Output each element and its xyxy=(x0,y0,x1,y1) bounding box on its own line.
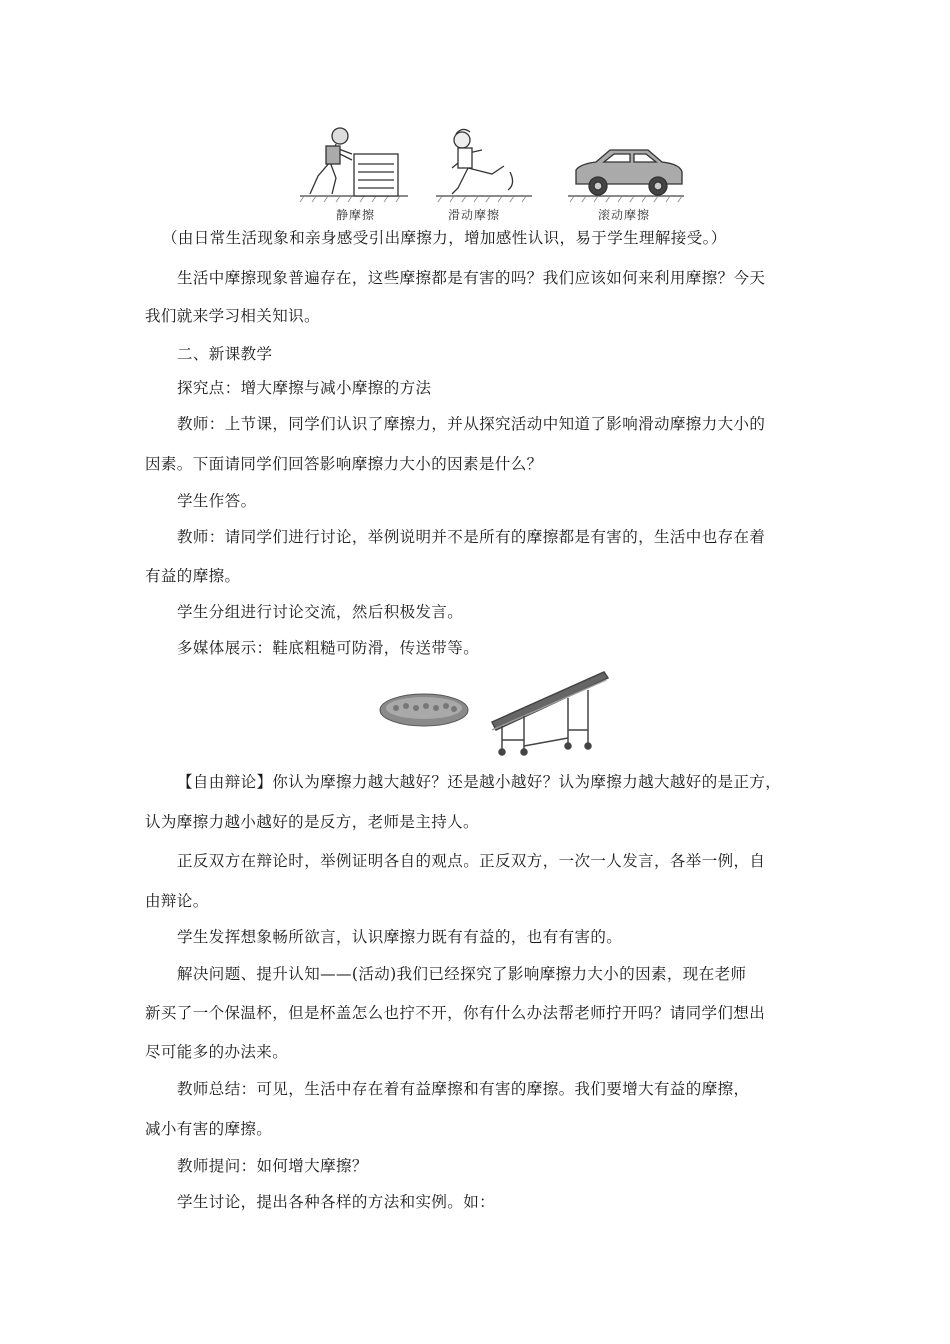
paragraph-line: 因素。下面请同学们回答影响摩擦力大小的因素是什么？ xyxy=(145,455,543,473)
paragraph-line: 正反双方在辩论时，举例证明各自的观点。正反双方，一次一人发言，各举一例，自 xyxy=(177,852,766,870)
paragraph-line: 教师提问：如何增大摩擦？ xyxy=(177,1157,368,1175)
paragraph-line: 认为摩擦力越小越好的是反方，老师是主持人。 xyxy=(145,813,479,831)
paragraph-line: 多媒体展示：鞋底粗糙可防滑，传送带等。 xyxy=(177,639,480,657)
paragraph-line: 学生发挥想象畅所欲言，认识摩擦力既有有益的，也有有害的。 xyxy=(177,928,623,946)
car-icon xyxy=(576,150,682,195)
caption-rolling-friction: 滚动摩擦 xyxy=(598,208,651,222)
caption-sliding-friction: 滑动摩擦 xyxy=(448,208,501,222)
caption-static-friction: 静摩擦 xyxy=(336,208,376,222)
paragraph-line: 生活中摩擦现象普遍存在，这些摩擦都是有害的吗？我们应该如何来利用摩擦？今天 xyxy=(177,269,766,287)
conveyor-belt-icon xyxy=(492,672,608,755)
paragraph-intro-note: （由日常生活现象和亲身感受引出摩擦力，增加感性认识，易于学生理解接受。） xyxy=(162,229,727,247)
paragraph-line: 由辩论。 xyxy=(145,892,209,910)
box-icon xyxy=(354,154,398,196)
paragraph-line: 学生讨论，提出各种各样的方法和实例。如： xyxy=(177,1193,496,1211)
paragraph-line: 【自由辩论】你认为摩擦力越大越好？还是越小越好？认为摩擦力越大越好的是正方， xyxy=(177,773,782,791)
pushing-boy-icon xyxy=(310,128,352,194)
paragraph-line: 学生分组进行讨论交流，然后积极发言。 xyxy=(177,603,464,621)
paragraph-line: 减小有害的摩擦。 xyxy=(145,1120,273,1138)
shoe-and-conveyor-figure xyxy=(378,664,610,760)
paragraph-line: 尽可能多的办法来。 xyxy=(145,1043,289,1061)
shoe-sole-icon xyxy=(380,694,468,726)
friction-illustrations xyxy=(296,118,688,204)
paragraph-line: 探究点：增大摩擦与减小摩擦的方法 xyxy=(177,379,432,397)
paragraph-line: 有益的摩擦。 xyxy=(145,567,241,585)
paragraph-line: 我们就来学习相关知识。 xyxy=(145,307,320,325)
paragraph-line: 教师总结：可见，生活中存在着有益摩擦和有害的摩擦。我们要增大有益的摩擦， xyxy=(177,1080,750,1098)
friction-types-figure xyxy=(296,118,688,226)
paragraph-line: 解决问题、提升认知——(活动)我们已经探究了影响摩擦力大小的因素，现在老师 xyxy=(177,965,747,983)
paragraph-line: 教师：上节课，同学们认识了摩擦力，并从探究活动中知道了影响滑动摩擦力大小的 xyxy=(177,415,766,433)
paragraph-line: 学生作答。 xyxy=(177,492,257,510)
media-illustrations xyxy=(378,664,610,760)
slipping-boy-icon xyxy=(452,129,513,194)
paragraph-line: 新买了一个保温杯，但是杯盖怎么也拧不开，你有什么办法帮老师拧开吗？请同学们想出 xyxy=(145,1004,766,1022)
section-heading-new-lesson: 二、新课教学 xyxy=(177,345,273,363)
paragraph-line: 教师：请同学们进行讨论，举例说明并不是所有的摩擦都是有害的，生活中也存在着 xyxy=(177,528,766,546)
